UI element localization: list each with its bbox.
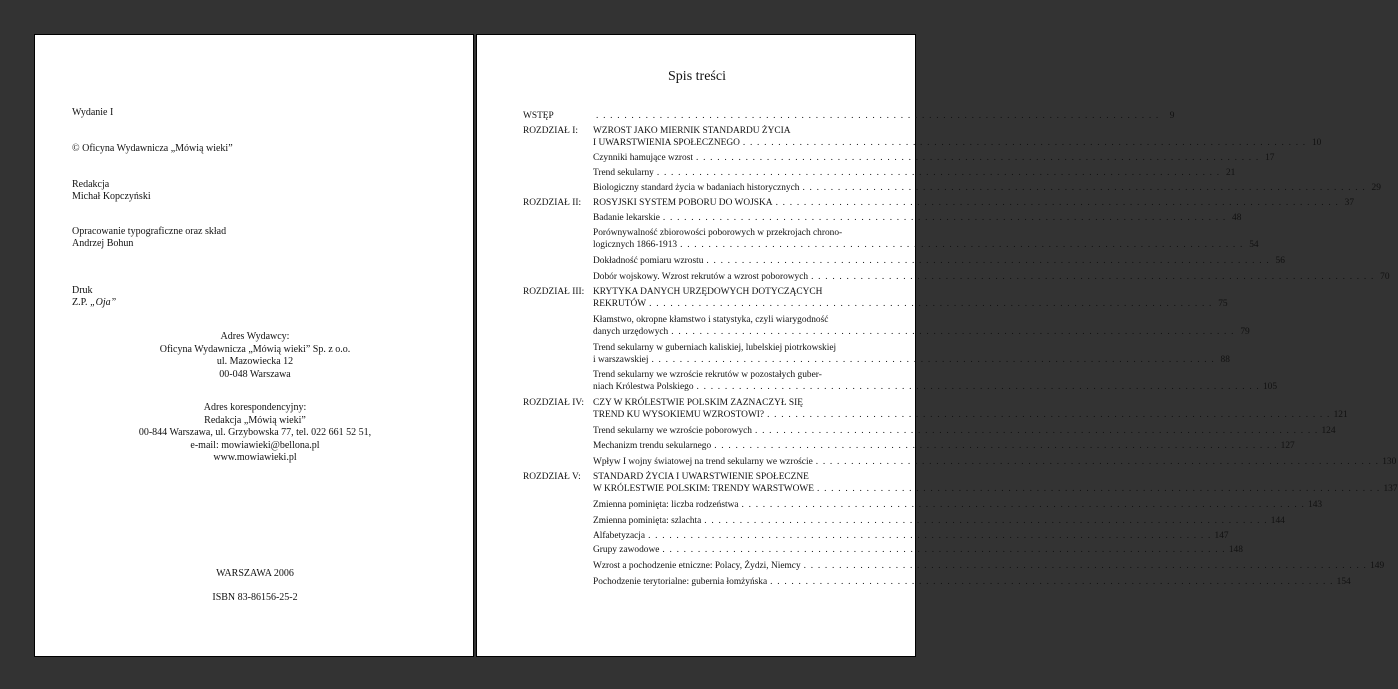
- publisher-address-line: 00-048 Warszawa: [219, 368, 291, 380]
- toc-leader-dots: . . . . . . . . . . . . . . . . . . . . . . . . . . . . . . . . . . . . . . . . . . . . . . . . . . . . . . . . . . . . . . . . . . . . . . . . . . . . . . . .: [815, 457, 1380, 467]
- toc-entry-title: Czynniki hamujące wzrost: [593, 153, 693, 163]
- toc-page-number: 137: [1383, 484, 1398, 494]
- print-name: „Oja”: [90, 297, 117, 308]
- toc-page-number: 48: [1232, 213, 1242, 223]
- toc-entry-title: Zmienna pominięta: liczba rodzeństwa: [593, 500, 739, 510]
- toc-entry-title: Trend sekularny: [593, 168, 654, 178]
- toc-page-number: 130: [1382, 457, 1397, 467]
- toc-page-number: 70: [1380, 272, 1390, 282]
- toc-page-number: 144: [1270, 516, 1285, 526]
- toc-leader-dots: . . . . . . . . . . . . . . . . . . . . . . . . . . . . . . . . . . . . . . . . . . . . . . . . . . . . . . . . . . . . . . . . . . . . . . . . . . . . . . . .: [680, 240, 1244, 250]
- toc-entry-title: TREND KU WYSOKIEMU WZROSTOWI?: [593, 410, 765, 420]
- toc-page-number: 147: [1214, 531, 1229, 541]
- toc-leader-dots: . . . . . . . . . . . . . . . . . . . . . . . . . . . . . . . . . . . . . . . . . . . . . . . . . . . . . . . . . . . . . . . . . . . . . . . . . . . . . . . .: [706, 256, 1270, 266]
- typesetting-block: [72, 226, 226, 250]
- editor-name: Michał Kopczyński: [72, 191, 151, 202]
- toc-entry-title-line: CZY W KRÓLESTWIE POLSKIM ZAZNACZYŁ SIĘ: [593, 398, 803, 408]
- toc-leader-dots: . . . . . . . . . . . . . . . . . . . . . . . . . . . . . . . . . . . . . . . . . . . . . . . . . . . . . . . . . . . . . . . . . . . . . . . . . . . . . . . .: [817, 484, 1381, 494]
- toc-entry-title: ROSYJSKI SYSTEM POBORU DO WOJSKA: [593, 198, 773, 208]
- toc-entry-title: danych urzędowych: [593, 327, 669, 337]
- edition-block: [72, 107, 113, 119]
- editor-label: Redakcja: [72, 179, 110, 190]
- toc-page-number: 56: [1275, 256, 1285, 266]
- toc-chapter-label: ROZDZIAŁ IV:: [523, 398, 585, 408]
- toc-page-number: 143: [1308, 500, 1323, 510]
- toc-entry-title-line: Trend sekularny w guberniach kaliskiej, lubelskiej piotrkowskiej: [593, 343, 837, 353]
- toc-leader-dots: . . . . . . . . . . . . . . . . . . . . . . . . . . . . . . . . . . . . . . . . . . . . . . . . . . . . . . . . . . . . . . . . . . . . . . . . . . . . . . . .: [662, 213, 1227, 223]
- toc-entry-title: Trend sekularny we wzroście poborowych: [593, 426, 752, 436]
- print-label: Druk: [72, 285, 93, 296]
- toc-page-number: 148: [1228, 545, 1243, 555]
- toc-leader-dots: . . . . . . . . . . . . . . . . . . . . . . . . . . . . . . . . . . . . . . . . . . . . . . . . . . . . . . . . . . . . . . . . . . . . . . . . . . . . . . . .: [648, 531, 1212, 541]
- toc-page-number: 29: [1371, 183, 1381, 193]
- toc-page-number: 21: [1225, 168, 1236, 178]
- typesetting-name: Andrzej Bohun: [72, 238, 134, 249]
- toc-entry-title: W KRÓLESTWIE POLSKIM: TRENDY WARSTWOWE: [593, 484, 814, 494]
- correspondence-line: Adres korespondencyjny:: [203, 402, 307, 413]
- toc-entry-title: logicznych 1866-1913: [593, 240, 678, 250]
- toc-leader-dots: . . . . . . . . . . . . . . . . . . . . . . . . . . . . . . . . . . . . . . . . . . . . . . . . . . . . . . . . . . . . . . . . . . . . . . . . . . . . . . . .: [714, 441, 1278, 451]
- toc-page-number: 105: [1262, 382, 1278, 392]
- place-year: WARSZAWA 2006: [216, 568, 294, 579]
- toc-entry-title: Alfabetyzacja: [593, 531, 646, 541]
- toc-page-number: 79: [1240, 327, 1250, 337]
- toc-page-number: 124: [1321, 426, 1336, 436]
- toc-entry-title-line: Porównywalność zbiorowości poborowych w przekrojach chrono-: [593, 228, 843, 238]
- toc-entry-title: Grupy zawodowe: [593, 545, 660, 555]
- toc-entry-title: niach Królestwa Polskiego: [593, 382, 694, 392]
- right-page-toc: [476, 34, 1398, 657]
- correspondence-line: e-mail: mowiawieki@bellona.pl: [190, 439, 320, 451]
- toc-page-number: 54: [1249, 240, 1259, 250]
- toc-leader-dots: . . . . . . . . . . . . . . . . . . . . . . . . . . . . . . . . . . . . . . . . . . . . . . . . . . . . . . . . . . . . . . . . . . . . . . . . . . . . . . . .: [803, 561, 1368, 571]
- print-block: [72, 285, 116, 309]
- toc-page-number: 37: [1344, 198, 1355, 208]
- publisher-address-line: ul. Mazowiecka 12: [216, 356, 294, 367]
- toc-leader-dots: . . . . . . . . . . . . . . . . . . . . . . . . . . . . . . . . . . . . . . . . . . . . . . . . . . . . . . . . . . . . . . . . . . . . . . . . . . . . . . . .: [656, 168, 1221, 178]
- print-prefix: Z.P.: [72, 297, 91, 308]
- toc-leader-dots: . . . . . . . . . . . . . . . . . . . . . . . . . . . . . . . . . . . . . . . . . . . . . . . . . . . . . . . . . . . . . . . . . . . . . . . . . . . . . . . .: [704, 516, 1268, 526]
- toc-page-number: 10: [1311, 138, 1322, 148]
- toc-leader-dots: . . . . . . . . . . . . . . . . . . . . . . . . . . . . . . . . . . . . . . . . . . . . . . . . . . . . . . . . . . . . . . . . . . . . . . . . . . . . . . . .: [671, 327, 1235, 337]
- toc-page-number: 75: [1218, 299, 1228, 309]
- toc-page-number: 121: [1333, 410, 1348, 420]
- toc-leader-dots: . . . . . . . . . . . . . . . . . . . . . . . . . . . . . . . . . . . . . . . . . . . . . . . . . . . . . . . . . . . . . . . . . . . . . . . . . . . . . . . .: [755, 426, 1319, 436]
- toc-leader-dots: . . . . . . . . . . . . . . . . . . . . . . . . . . . . . . . . . . . . . . . . . . . . . . . . . . . . . . . . . . . . . . . . . . . . . . . . . . . . . . . .: [767, 410, 1331, 420]
- printer: [72, 297, 116, 309]
- toc-entry-title-line: WZROST JAKO MIERNIK STANDARDU ŻYCIA: [593, 126, 791, 136]
- toc-entry-title: Wpływ I wojny światowej na trend sekularny we wzroście: [593, 457, 813, 467]
- toc-entry-title: Mechanizm trendu sekularnego: [593, 441, 712, 451]
- toc-page-number: 154: [1336, 577, 1351, 587]
- toc-chapter-label: ROZDZIAŁ III:: [523, 287, 585, 297]
- correspondence-address: [35, 402, 475, 465]
- toc-entry-title-line: KRYTYKA DANYCH URZĘDOWYCH DOTYCZĄCYCH: [593, 287, 823, 297]
- toc-leader-dots: . . . . . . . . . . . . . . . . . . . . . . . . . . . . . . . . . . . . . . . . . . . . . . . . . . . . . . . . . . . . . . . . . . . . . . . . . . . . . . . .: [741, 500, 1305, 510]
- toc-entry-title-line: STANDARD ŻYCIA I UWARSTWIENIE SPOŁECZNE: [593, 472, 809, 482]
- publisher-address-line: Adres Wydawcy:: [220, 331, 290, 342]
- copyright-block: [72, 143, 233, 155]
- toc-page-number: 88: [1220, 355, 1230, 365]
- correspondence-line: Redakcja „Mówią wieki”: [204, 414, 306, 426]
- toc-leader-dots: . . . . . . . . . . . . . . . . . . . . . . . . . . . . . . . . . . . . . . . . . . . . . . . . . . . . . . . . . . . . . . . . . . . . . . . . . . . . . . . .: [742, 138, 1307, 148]
- toc-leader-dots: . . . . . . . . . . . . . . . . . . . . . . . . . . . . . . . . . . . . . . . . . . . . . . . . . . . . . . . . . . . . . . . . . . . . . . . . . . . . . . . .: [596, 111, 1160, 121]
- toc-leader-dots: . . . . . . . . . . . . . . . . . . . . . . . . . . . . . . . . . . . . . . . . . . . . . . . . . . . . . . . . . . . . . . . . . . . . . . . . . . . . . . . .: [651, 355, 1215, 365]
- toc-entry-title: I UWARSTWIENIA SPOŁECZNEGO: [593, 138, 740, 148]
- toc-leader-dots: . . . . . . . . . . . . . . . . . . . . . . . . . . . . . . . . . . . . . . . . . . . . . . . . . . . . . . . . . . . . . . . . . . . . . . . . . . . . . . . .: [662, 545, 1226, 555]
- editor-block: [72, 179, 151, 203]
- toc-entry-title: Pochodzenie terytorialne: gubernia łomżyńska: [593, 577, 768, 587]
- isbn: ISBN 83-86156-25-2: [212, 592, 298, 603]
- correspondence-line: www.mowiawieki.pl: [213, 452, 297, 463]
- toc-leader-dots: . . . . . . . . . . . . . . . . . . . . . . . . . . . . . . . . . . . . . . . . . . . . . . . . . . . . . . . . . . . . . . . . . . . . . . . . . . . . . . . .: [770, 577, 1334, 587]
- toc-chapter-label: ROZDZIAŁ V:: [523, 472, 581, 482]
- toc-entry-title-line: Kłamstwo, okropne kłamstwo i statystyka, czyli wiarygodność: [593, 315, 829, 325]
- toc-page-number: 127: [1280, 441, 1295, 451]
- toc-leader-dots: . . . . . . . . . . . . . . . . . . . . . . . . . . . . . . . . . . . . . . . . . . . . . . . . . . . . . . . . . . . . . . . . . . . . . . . . . . . . . . . .: [775, 198, 1340, 208]
- toc-title: Spis treści: [668, 69, 726, 84]
- toc-chapter-label: WSTĘP: [523, 111, 554, 121]
- typesetting-label: Opracowanie typograficzne oraz skład: [72, 226, 227, 237]
- toc-entry-title-line: Trend sekularny we wzroście rekrutów w pozostałych guber-: [593, 370, 822, 380]
- toc-page-number: 17: [1265, 153, 1275, 163]
- toc-entry-title: Badanie lekarskie: [593, 213, 660, 223]
- copyright: © Oficyna Wydawnicza „Mówią wieki”: [72, 143, 233, 154]
- toc-chapter-label: ROZDZIAŁ II:: [523, 198, 582, 208]
- toc-entry-title: Zmienna pominięta: szlachta: [593, 516, 702, 526]
- toc-chapter-label: ROZDZIAŁ I:: [523, 126, 578, 136]
- publisher-address-line: Oficyna Wydawnicza „Mówią wieki” Sp. z o.o.: [159, 343, 351, 355]
- toc-leader-dots: . . . . . . . . . . . . . . . . . . . . . . . . . . . . . . . . . . . . . . . . . . . . . . . . . . . . . . . . . . . . . . . . . . . . . . . . . . . . . . . .: [649, 299, 1213, 309]
- toc-leader-dots: . . . . . . . . . . . . . . . . . . . . . . . . . . . . . . . . . . . . . . . . . . . . . . . . . . . . . . . . . . . . . . . . . . . . . . . . . . . . . . . .: [695, 153, 1260, 163]
- toc-entry-title: Dobór wojskowy. Wzrost rekrutów a wzrost poborowych: [593, 272, 809, 282]
- publisher-address: [35, 331, 475, 381]
- toc-entry-title: Dokładność pomiaru wzrostu: [593, 256, 704, 266]
- toc-entry-title: Wzrost a pochodzenie etniczne: Polacy, Żydzi, Niemcy: [593, 561, 801, 571]
- toc-leader-dots: . . . . . . . . . . . . . . . . . . . . . . . . . . . . . . . . . . . . . . . . . . . . . . . . . . . . . . . . . . . . . . . . . . . . . . . . . . . . . . . .: [696, 382, 1260, 392]
- toc-leader-dots: . . . . . . . . . . . . . . . . . . . . . . . . . . . . . . . . . . . . . . . . . . . . . . . . . . . . . . . . . . . . . . . . . . . . . . . . . . . . . . . .: [811, 272, 1375, 282]
- left-page-imprint: [34, 34, 474, 657]
- toc-page-number: 9: [1169, 111, 1175, 121]
- toc-entry-title: i warszawskiej: [593, 355, 649, 365]
- toc-entry-title: REKRUTÓW: [593, 299, 647, 309]
- toc-entry-title: Biologiczny standard życia w badaniach historycznych: [593, 183, 800, 193]
- edition: Wydanie I: [72, 107, 114, 118]
- toc-leader-dots: . . . . . . . . . . . . . . . . . . . . . . . . . . . . . . . . . . . . . . . . . . . . . . . . . . . . . . . . . . . . . . . . . . . . . . . . . . . . . . . .: [802, 183, 1366, 193]
- correspondence-line: 00-844 Warszawa, ul. Grzybowska 77, tel. 022 661 52 51,: [138, 427, 372, 438]
- toc-page-number: 149: [1370, 561, 1385, 571]
